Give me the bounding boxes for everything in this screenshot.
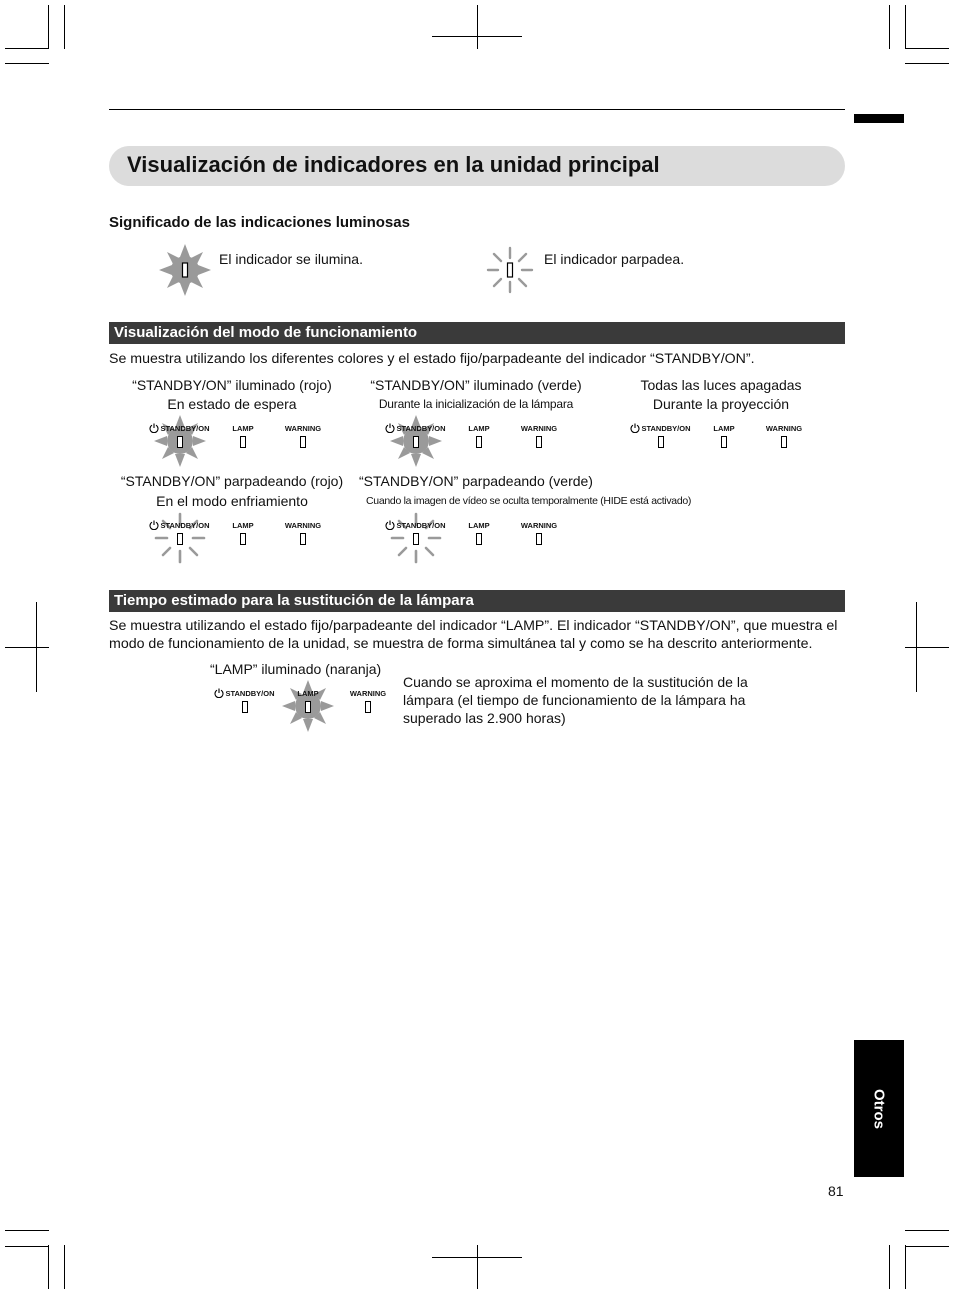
page-title: Visualización de indicadores en la unidad principal bbox=[127, 152, 660, 177]
mode-section-heading: Visualización del modo de funcionamiento bbox=[114, 324, 418, 341]
warning-indicator-label: WARNING bbox=[765, 424, 803, 433]
case-title: “STANDBY/ON” parpadeando (rojo) bbox=[120, 473, 344, 489]
lamp-indicator-label: LAMP bbox=[297, 689, 319, 698]
lamp-indicator-label: LAMP bbox=[232, 521, 254, 530]
lamp-section-heading: Tiempo estimado para la sustitución de la lámpara bbox=[114, 592, 474, 609]
lamp-section-text: Se muestra utilizando el estado fijo/parpadeante del indicador “LAMP”. El indicador “STANDBY/ON”, que muestra el modo de funcionamiento de la unidad, se muestra de forma simultánea tal y como se ha descrito anteriormente. bbox=[109, 618, 838, 652]
lamp-section-bar bbox=[109, 590, 845, 612]
power-icon bbox=[385, 520, 395, 530]
mode-intro: Se muestra utilizando los diferentes colores y el estado fijo/parpadeante del indicador “STANDBY/ON”. bbox=[109, 351, 755, 367]
blink-text: El indicador parpadea. bbox=[544, 251, 685, 267]
warning-indicator-light bbox=[300, 436, 306, 448]
warning-indicator-label: WARNING bbox=[284, 521, 322, 530]
power-icon bbox=[385, 423, 395, 433]
warning-indicator-light bbox=[365, 701, 371, 713]
side-tab bbox=[854, 1040, 904, 1177]
power-icon bbox=[149, 520, 159, 530]
case-title: Todas las luces apagadas bbox=[640, 377, 802, 393]
warning-indicator-label: WARNING bbox=[520, 521, 558, 530]
page-title-box bbox=[109, 146, 845, 186]
warning-indicator-label: WARNING bbox=[284, 424, 322, 433]
lamp-indicator-light bbox=[240, 436, 246, 448]
standby-indicator-label: STANDBY/ON bbox=[396, 424, 446, 433]
warning-indicator-light bbox=[536, 533, 542, 545]
lamp-indicator-light bbox=[240, 533, 246, 545]
page-number: 81 bbox=[828, 1183, 844, 1199]
side-tab-label: Otros bbox=[870, 1088, 888, 1129]
lamp-case-title: “LAMP” iluminado (naranja) bbox=[210, 661, 382, 677]
lit-star-icon bbox=[157, 242, 213, 298]
standby-indicator-label: STANDBY/ON bbox=[160, 424, 210, 433]
warning-indicator-label: WARNING bbox=[520, 424, 558, 433]
standby-indicator-light bbox=[658, 436, 664, 448]
lamp-indicator-label: LAMP bbox=[232, 424, 254, 433]
indicator-panel bbox=[379, 424, 579, 468]
indicator-panel bbox=[143, 521, 343, 565]
standby-indicator-light bbox=[177, 436, 183, 448]
standby-indicator-light bbox=[413, 436, 419, 448]
case-subtitle: Durante la proyección bbox=[652, 396, 790, 412]
indicator-panel bbox=[379, 521, 579, 565]
case-subtitle: Durante la inicialización de la lámpara bbox=[378, 397, 574, 411]
indicator-panel bbox=[208, 689, 408, 733]
power-icon bbox=[214, 688, 224, 698]
lamp-indicator-light bbox=[476, 436, 482, 448]
case-title: “STANDBY/ON” parpadeando (verde) bbox=[359, 473, 593, 489]
standby-indicator-light bbox=[177, 533, 183, 545]
lit-text: El indicador se ilumina. bbox=[219, 251, 363, 267]
light-meaning-heading: Significado de las indicaciones luminosas bbox=[109, 214, 410, 231]
warning-indicator-light bbox=[781, 436, 787, 448]
warning-indicator-light bbox=[300, 533, 306, 545]
case-subtitle: En el modo enfriamiento bbox=[156, 493, 308, 509]
case-subtitle: Cuando la imagen de vídeo se oculta temporalmente (HIDE está activado) bbox=[366, 495, 692, 507]
standby-indicator-label: STANDBY/ON bbox=[641, 424, 691, 433]
warning-indicator-label: WARNING bbox=[349, 689, 387, 698]
lamp-indicator-light bbox=[476, 533, 482, 545]
lamp-indicator-light bbox=[305, 701, 311, 713]
case-subtitle: En estado de espera bbox=[167, 396, 297, 412]
case-title: “STANDBY/ON” iluminado (verde) bbox=[370, 377, 582, 393]
header-rule bbox=[109, 109, 845, 110]
section-marker bbox=[854, 114, 904, 123]
standby-indicator-label: STANDBY/ON bbox=[225, 689, 275, 698]
lamp-indicator-label: LAMP bbox=[468, 424, 490, 433]
warning-indicator-light bbox=[536, 436, 542, 448]
standby-indicator-light bbox=[242, 701, 248, 713]
standby-indicator-label: STANDBY/ON bbox=[396, 521, 446, 530]
standby-indicator-light bbox=[413, 533, 419, 545]
standby-indicator-label: STANDBY/ON bbox=[160, 521, 210, 530]
lamp-indicator-label: LAMP bbox=[468, 521, 490, 530]
blink-star-icon bbox=[485, 245, 535, 295]
lamp-case-description: Cuando se aproxima el momento de la sustitución de la lámpara (el tiempo de funcionamiento de la lámpara ha superado las 2.900 horas) bbox=[403, 674, 748, 726]
indicator-panel bbox=[624, 424, 824, 468]
mode-section-bar bbox=[109, 322, 845, 344]
lamp-indicator-label: LAMP bbox=[713, 424, 735, 433]
indicator-panel bbox=[143, 424, 343, 468]
power-icon bbox=[149, 423, 159, 433]
power-icon bbox=[630, 423, 640, 433]
lamp-indicator-light bbox=[721, 436, 727, 448]
case-title: “STANDBY/ON” iluminado (rojo) bbox=[132, 377, 332, 393]
